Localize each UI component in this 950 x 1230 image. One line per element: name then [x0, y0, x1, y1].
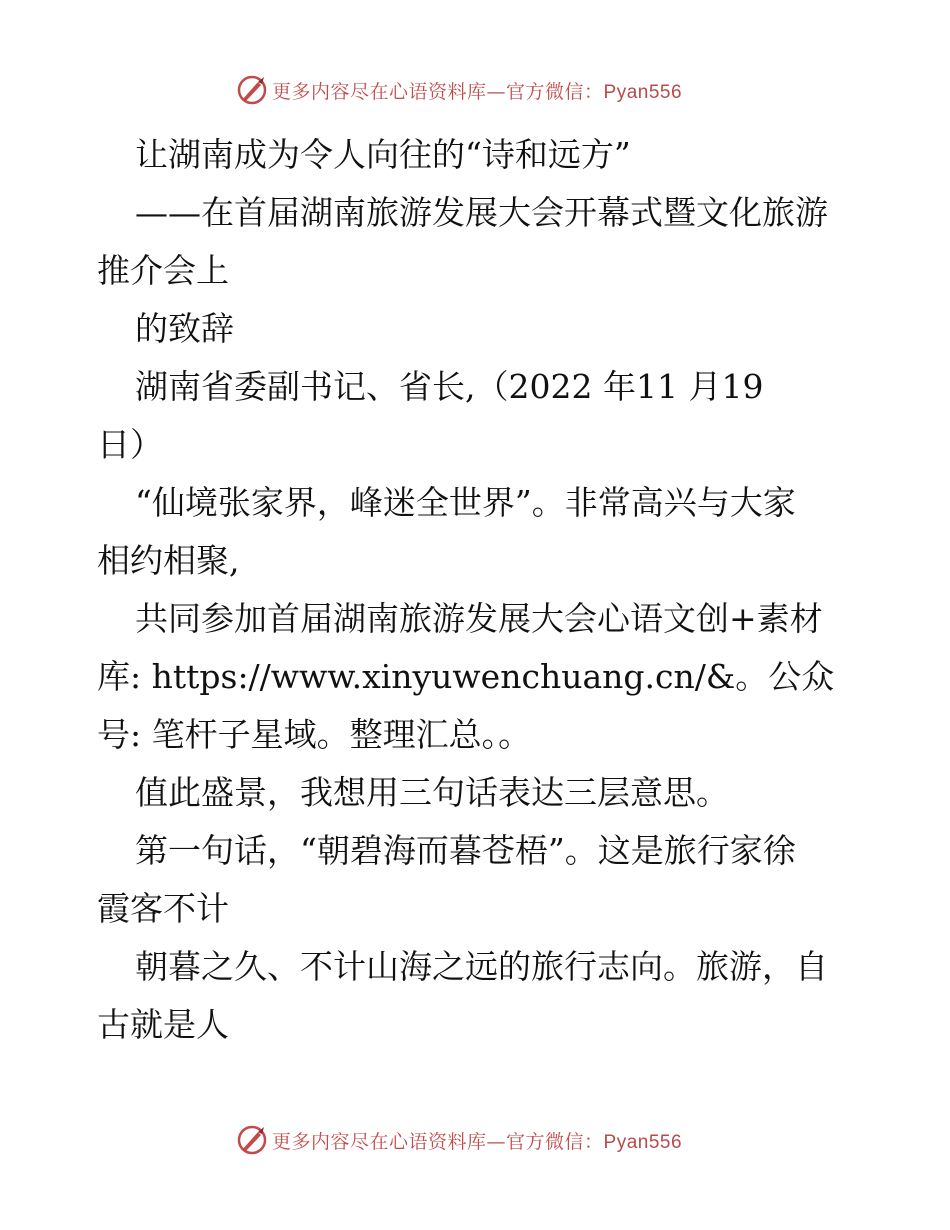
paragraph-line: 第一句话，“朝碧海而暮苍梧”。这是旅行家徐 — [135, 831, 796, 870]
document-body — [97, 126, 857, 1054]
paragraph-line: “仙境张家界，峰迷全世界”。非常高兴与大家 — [135, 483, 796, 522]
paragraph-line: 共同参加首届湖南旅游发展大会心语文创+素材 — [135, 599, 823, 638]
document-subtitle: ——在首届湖南旅游发展大会开幕式暨文化旅游 — [135, 193, 828, 232]
document-title: 让湖南成为令人向往的“诗和远方” — [135, 135, 631, 174]
paragraph-line: 号: 笔杆子星域。整理汇总。。 — [97, 715, 532, 754]
document-subtitle-end: 的致辞 — [135, 309, 234, 348]
paragraph-line: 古就是人 — [97, 1005, 229, 1044]
wechat-id: Pyan556 — [603, 81, 683, 103]
speaker-line: 湖南省委副书记、省长,（2022 年11 月19 — [135, 367, 764, 406]
watermark-text: 更多内容尽在心语资料库—官方微信：Pyan556 — [272, 1130, 683, 1153]
speaker-line-cont: 日） — [97, 425, 163, 464]
paragraph-line: 霞客不计 — [97, 889, 229, 928]
document-subtitle-cont: 推介会上 — [97, 251, 229, 290]
quill-logo-icon — [236, 74, 268, 106]
watermark-footer — [236, 1123, 682, 1157]
paragraph-line: 朝暮之久、不计山海之远的旅行志向。旅游，自 — [135, 947, 828, 986]
watermark-header — [236, 73, 682, 107]
paragraph-line: 相约相聚, — [97, 541, 240, 580]
watermark-text: 更多内容尽在心语资料库—官方微信：Pyan556 — [272, 80, 683, 103]
paragraph-line: 值此盛景，我想用三句话表达三层意思。 — [135, 773, 729, 812]
paragraph-line: 库: https://www.xinyuwenchuang.cn/&。公众 — [97, 657, 835, 696]
wechat-id: Pyan556 — [603, 1131, 683, 1153]
quill-logo-icon — [236, 1124, 268, 1156]
